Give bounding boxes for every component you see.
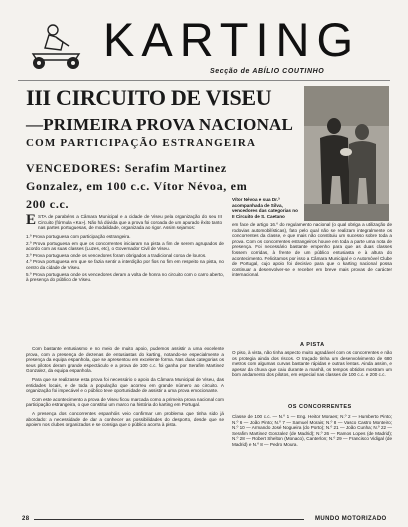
go-kart-driver-icon — [27, 18, 85, 72]
header-rule — [18, 80, 390, 81]
headline-main: III CIRCUITO DE VISEU — [26, 85, 272, 110]
body-paragraph: A presença dos concorrentes espanhóis veio confirmar um problema que tinha sido já abordado: a necessidade de dar a conhecer as possibilidades do desporto, desde que se apoiem nos clubes organizados e se consiga que o público acorra à pista. — [26, 410, 224, 428]
list-item: 3.º Prova portuguesa onde os vencedores foram obrigados a tradicional coroa de louros. — [26, 252, 207, 258]
body-paragraph: Para que se realizasse esta prova foi necessário o apoio da Câmara Municipal de Viseu, das entidades locais, e de toda a população que acorreu em grande número ao circuito. A organização foi impecável e o público teve oportunidade de assistir a uma prova emocionante. — [26, 376, 224, 394]
headline-tagline: COM PARTICIPAÇÃO ESTRANGEIRA — [26, 137, 257, 149]
concorrentes-text: Classe de 100 c.c. — N.º 1 — Eng. Heitor Moraes; N.º 2 — Humberto Pinto; N.º 6 — João Pinto; N.º 7 — Samuel Morais; N.º 8 — Vasco Castro Monteiro; N.º 10 — Armando José Nogueira (do Porto); N.º 21 — João Cunha; N.º 22 — Serafim Martinez Gonzalez (de Madrid); N.º 26 — Ramos Lopes (de Madrid); N.º 28 — Robert Shelton (Monaco), Canterlon; N.º 29 — Francisco Vidigal (de Madrid) e N.º 8 — Pedro Moura. — [232, 414, 392, 447]
list-item: 1.º Prova portuguesa com participação estrangeira. — [26, 234, 131, 239]
concorrentes-heading: OS CONCORRENTES — [288, 404, 352, 410]
pista-text: O piso, à vista, não tinha aspecto muito agradável com os concorrentes e não os protegia ainda dos riscos. O traçado tinha um desenvolvimento de 680 metros com algumas curvas bastante rápidas e outras lentas. Ainda assim, e apesar da chuva que caiu durante a manhã, os tempos obtidos mostram um bom andamento dos pilotos, em especial nas classes de 100 c.c. e 200 c.c. — [232, 350, 392, 378]
right-intro: em face de artigo 16.º do regulamento nacional (o qual obriga a utilização de rodovias automobilísticas), fato pelo qual não se realizam integralmente os concorrentes da classe, e que mais não constituiu um sucesso sobre toda a prova. Com os concorrentes estrangeiros houve em toda a parte uma nota de presença. Foi necessário bastante empenho para que as duas classes fossem corridas, à frente de um público entusiasta e à altura do acontecimento. Felicitamos por isso a Câmara Municipal e o Automóvel Clube de Portugal, cujo apoio foi decisivo para que o karting nacional possa continuar a desenvolver-se e receber em breve mais provas de carácter internacional. — [232, 222, 392, 278]
magazine-name: MUNDO MOTORIZADO — [315, 516, 387, 522]
body-paragraph: Com este acontecimento a prova de Viseu ficou marcada como a primeira prova nacional com participação estrangeira, o que constitui um marco na história do karting em Portugal. — [26, 396, 224, 408]
list-item: 4.º Prova portuguesa em que se fazia sentir a interdição por fios no fim em respeito na pista, no centro da cidade de Viseu. — [26, 259, 224, 270]
pista-heading: A PISTA — [300, 342, 325, 348]
highlights-list — [26, 234, 224, 284]
body-paragraphs — [26, 346, 224, 431]
winners-line: VENCEDORES: Serafim Martinez Gonzalez, em 100 c.c. Vítor Névoa, em 200 c.c. — [26, 161, 248, 211]
byline: Secção de ABÍLIO COUTINHO — [210, 68, 325, 75]
intro-paragraph — [26, 214, 222, 231]
photo-caption: Vítor Névoa e sua Dr.ª acompanhada de Silva, vencedores das categorias no II Circuito de S. Caetano — [232, 197, 298, 219]
list-item: 5.º Prova portuguesa onde os vencedores deram a volta de honra no circuito com o carro aberto, à presença do público de Viseu. — [26, 271, 224, 283]
intro-text: STA de parabéns a Câmara Municipal e a cidade de Viseu pela organização do seu III Circuito (fórmula «Ka»). Não há dúvida que a prova foi coroada de um apurado êxito tanto nas partes portuguesas, de modalidade, organizada ao rigor. Assim sejamos: — [38, 214, 222, 231]
dropcap: E — [26, 212, 37, 228]
section-title: KARTING — [103, 13, 361, 66]
drivers-photo — [304, 86, 389, 221]
page-number: 28 — [22, 516, 30, 522]
body-paragraph: Com bastante entusiasmo e no meio de muito apoio, pudemos assistir a uma excelente prova, com a presença de dezenas de entusiastas do karting, notando-se especialmente a presença da equipa espanhola, que se apresentou em excelente forma. Nas duas categorias os seus pilotos deram grande espectáculo e a prova de 100 c.c. foi ganha por Serafim Martinez Gonzalez, da equipa espanhola. — [26, 346, 224, 374]
headline-sub: —PRIMEIRA PROVA NACIONAL — [26, 115, 294, 134]
footer-rule — [34, 519, 304, 520]
list-item: 2.º Prova portuguesa em que os concorrentes iniciaram na pista a fim de serem agrupados de acordo com as suas classes (Luzes, etc), o Governador Civil de Viseu. — [26, 240, 224, 252]
